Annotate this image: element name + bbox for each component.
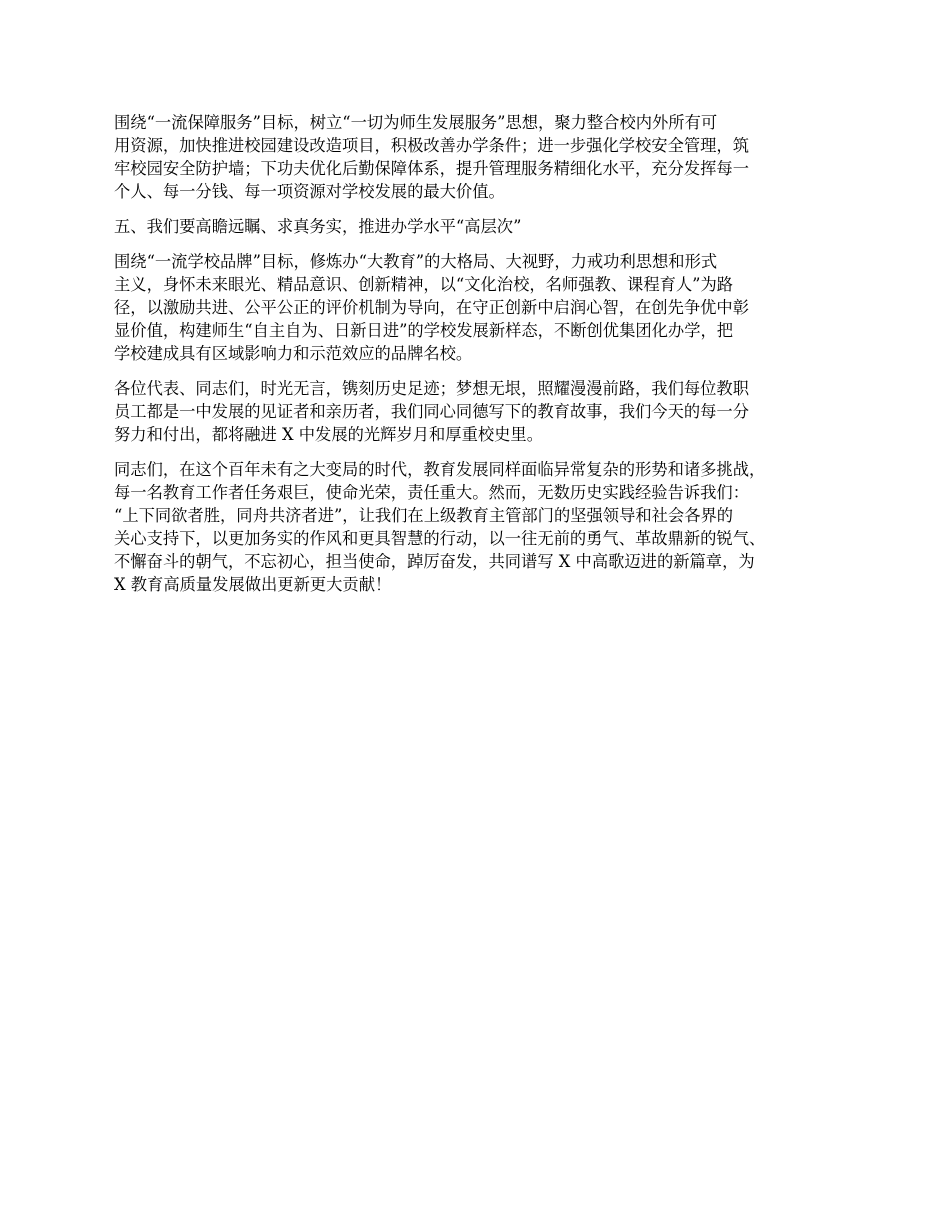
paragraph-school-brand: [114, 250, 854, 365]
text-line: 五、我们要高瞻远瞩、求真务实，推进办学水平“高层次”: [114, 217, 522, 236]
paragraph-representatives: [114, 377, 854, 446]
text-line: 围绕“一流保障服务”目标，树立“一切为师生发展服务”思想，聚力整合校内外所有可: [114, 113, 718, 132]
text-line: 用资源，加快推进校园建设改造项目，积极改善办学条件；进一步强化学校安全管理，筑: [114, 136, 749, 155]
text-line: 围绕“一流学校品牌”目标，修炼办“大教育”的大格局、大视野，力戒功利思想和形式: [114, 252, 718, 271]
text-line: 努力和付出，都将融进 X 中发展的光辉岁月和厚重校史里。: [114, 425, 543, 444]
text-line: 不懈奋斗的朝气，不忘初心，担当使命，踔厉奋发，共同谱写 X 中高歌迈进的新篇章，为: [114, 552, 755, 571]
text-line: 个人、每一分钱、每一项资源对学校发展的最大价值。: [114, 182, 505, 201]
text-line: 每一名教育工作者任务艰巨，使命光荣，责任重大。然而，无数历史实践经验告诉我们：: [114, 483, 749, 502]
text-line: 各位代表、同志们，时光无言，镌刻历史足迹；梦想无垠，照耀漫漫前路，我们每位教职: [114, 379, 749, 398]
text-line: 显价值，构建师生“自主自为、日新日进”的学校发展新样态，不断创优集团化办学，把: [114, 321, 734, 340]
text-line: 径，以激励共进、公平公正的评价机制为导向，在守正创新中启润心智，在创先争优中彰: [114, 298, 749, 317]
paragraph-logistics: [114, 111, 854, 203]
text-line: 同志们，在这个百年未有之大变局的时代，教育发展同样面临异常复杂的形势和诸多挑战，: [114, 460, 766, 479]
text-line: 学校建成具有区域影响力和示范效应的品牌名校。: [114, 344, 473, 363]
document-body: [114, 111, 854, 608]
text-line: 主义，身怀未来眼光、精品意识、创新精神，以“文化治校，名师强教、课程育人”为路: [114, 275, 734, 294]
text-line: X 教育高质量发展做出更新更大贡献！: [114, 575, 392, 594]
section-heading-five: [114, 215, 854, 238]
text-line: 牢校园安全防护墙；下功夫优化后勤保障体系，提升管理服务精细化水平，充分发挥每一: [114, 159, 749, 178]
paragraph-closing: [114, 458, 854, 596]
text-line: 关心支持下，以更加务实的作风和更具智慧的行动，以一往无前的勇气、革故鼎新的锐气、: [114, 529, 766, 548]
text-line: 员工都是一中发展的见证者和亲历者，我们同心同德写下的教育故事，我们今天的每一分: [114, 402, 749, 421]
text-line: “上下同欲者胜，同舟共济者进”，让我们在上级教育主管部门的坚强领导和社会各界的: [114, 506, 734, 525]
